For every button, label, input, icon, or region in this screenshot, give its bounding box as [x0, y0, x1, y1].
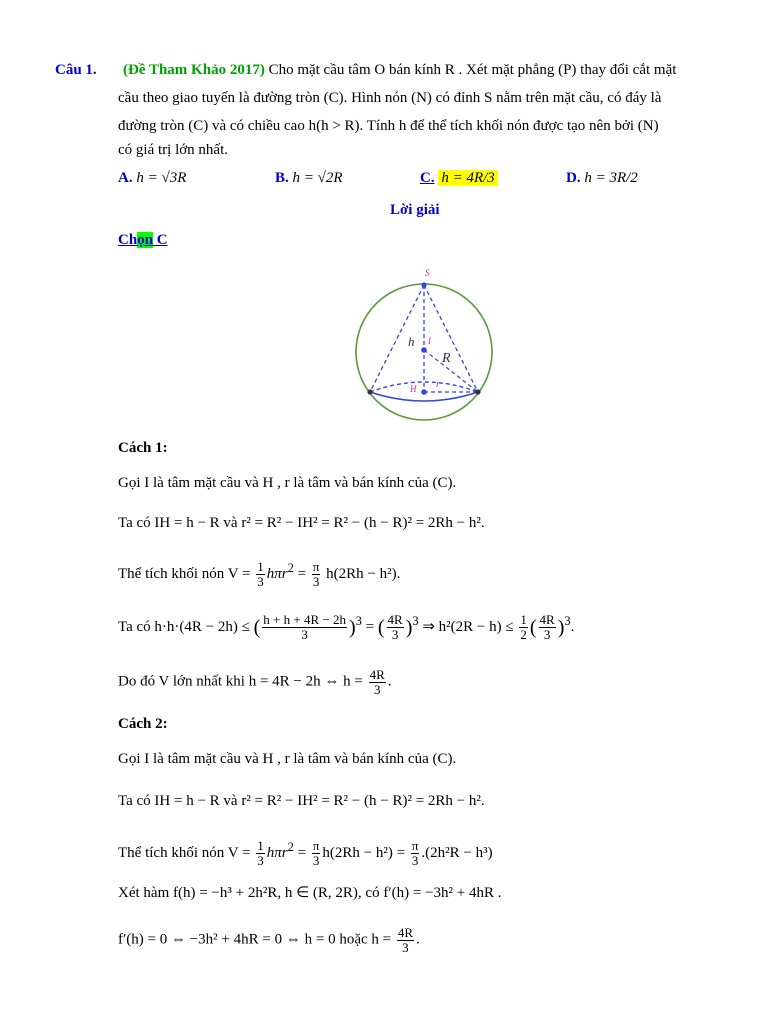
label-r-small: r [436, 379, 440, 390]
option-a-text: h = √3R [136, 170, 187, 186]
option-c[interactable] [420, 170, 498, 187]
chosen-post: C [153, 232, 168, 248]
option-c-letter: C. [420, 170, 435, 186]
option-a-letter: A. [118, 170, 133, 186]
question-source: (Đề Tham Khảo 2017) [123, 62, 265, 78]
method2-line5-pre: f′(h) = 0 ⇔ −3h² + 4hR = 0 ⇔ h = 0 hoặc h = [118, 931, 392, 948]
solution-title: Lời giải [390, 202, 440, 218]
question-text-1: Cho mặt cầu tâm O bán kính R . Xét mặt phẳng (P) thay đổi cắt mặt [268, 62, 677, 78]
point-i [421, 347, 427, 353]
method1-line3-pre: Thể tích khối nón V = [118, 566, 251, 582]
radius-big-r [424, 350, 478, 392]
method1-line3-post: h(2Rh − h²). [326, 566, 401, 582]
sphere-cone-figure [340, 262, 515, 422]
option-d-text: h = 3R/2 [584, 170, 638, 186]
method1-line2: Ta có IH = h − R và r² = R² − IH² = R² − (h − R)² = 2Rh − h². [118, 515, 485, 531]
chosen-pre: Ch [118, 232, 138, 248]
question-line-2: cầu theo giao tuyến là đường tròn (C). Hình nón (N) có đỉnh S nằm trên mặt cầu, có đáy là [118, 90, 662, 106]
label-h-point: H [410, 384, 417, 394]
option-b[interactable] [275, 170, 343, 187]
point-s [421, 282, 426, 287]
method2-line4: Xét hàm f(h) = −h³ + 2h²R, h ∈ (R, 2R), có f′(h) = −3h² + 4hR . [118, 885, 502, 901]
method1-line1: Gọi I là tâm mặt cầu và H , r là tâm và bán kính của (C). [118, 475, 457, 491]
method1-line5: Do đó V lớn nhất khi h = 4R − 2h ⇔ h = $\frac{4R}{3}$ . [118, 667, 392, 697]
method2-line2: Ta có IH = h − R và r² = R² − IH² = R² − (h − R)² = 2Rh − h². [118, 793, 485, 809]
method1-line3: Thể tích khối nón V = $\frac{1}{3}$ hπr$^2$ = $\frac{\pi}{3}$ h(2Rh − h²). [118, 559, 401, 590]
question-label: Câu 1. [55, 62, 97, 78]
question-line-1 [123, 62, 676, 79]
method1-heading: Cách 1: [118, 440, 168, 456]
option-b-letter: B. [275, 170, 289, 186]
frac-one-third: $\frac{1}{3}$ [257, 559, 264, 590]
question-line-4: có giá trị lớn nhất. [118, 142, 228, 158]
label-s: S [425, 268, 430, 278]
method1-line5-pre: Do đó V lớn nhất khi h = 4R − 2h ⇔ h = [118, 673, 363, 690]
option-c-text: h = 4R/3 [438, 170, 497, 186]
question-line-3: đường tròn (C) và có chiều cao h(h > R). Tính h để thể tích khối nón được tạo nên bởi (N) [118, 118, 659, 134]
method2-line3-pre: Thể tích khối nón V = [118, 845, 251, 861]
method1-line4: Ta có h·h·(4R − 2h) ≤ ( $\frac{h + h + 4R - 2h}{3}$ )$^3$ = ( $\frac{4R}{3}$ )$^3$ ⇒ h²(2R − h) ≤ $\frac{1}{2}$ ( $\frac{4R}{3}$ )$^3$. [118, 612, 575, 643]
method2-line1: Gọi I là tâm mặt cầu và H , r là tâm và bán kính của (C). [118, 751, 457, 767]
frac-pi-third: $\frac{\pi}{3}$ [312, 559, 320, 590]
option-a[interactable] [118, 170, 186, 187]
method2-line3: Thể tích khối nón V = $\frac{1}{3}$ hπr$^2$ = $\frac{\pi}{3}$ h(2Rh − h²) = $\frac{\pi}{3}$ .(2h²R − h³) [118, 838, 493, 869]
method1-line4-pre: Ta có h·h·(4R − 2h) ≤ [118, 619, 250, 635]
label-h-height: h [408, 334, 415, 349]
chosen-answer [118, 232, 168, 249]
method2-heading: Cách 2: [118, 716, 168, 732]
label-i: I [428, 336, 431, 346]
point-left [367, 389, 372, 394]
option-b-text: h = √2R [292, 170, 343, 186]
chosen-mid: ọn [137, 232, 154, 248]
option-d[interactable] [566, 170, 638, 187]
point-h [421, 389, 427, 395]
method2-line5: f′(h) = 0 ⇔ −3h² + 4hR = 0 ⇔ h = 0 hoặc h = $\frac{4R}{3}$ . [118, 925, 420, 955]
option-d-letter: D. [566, 170, 581, 186]
point-right [475, 389, 480, 394]
label-big-r: R [442, 351, 451, 366]
